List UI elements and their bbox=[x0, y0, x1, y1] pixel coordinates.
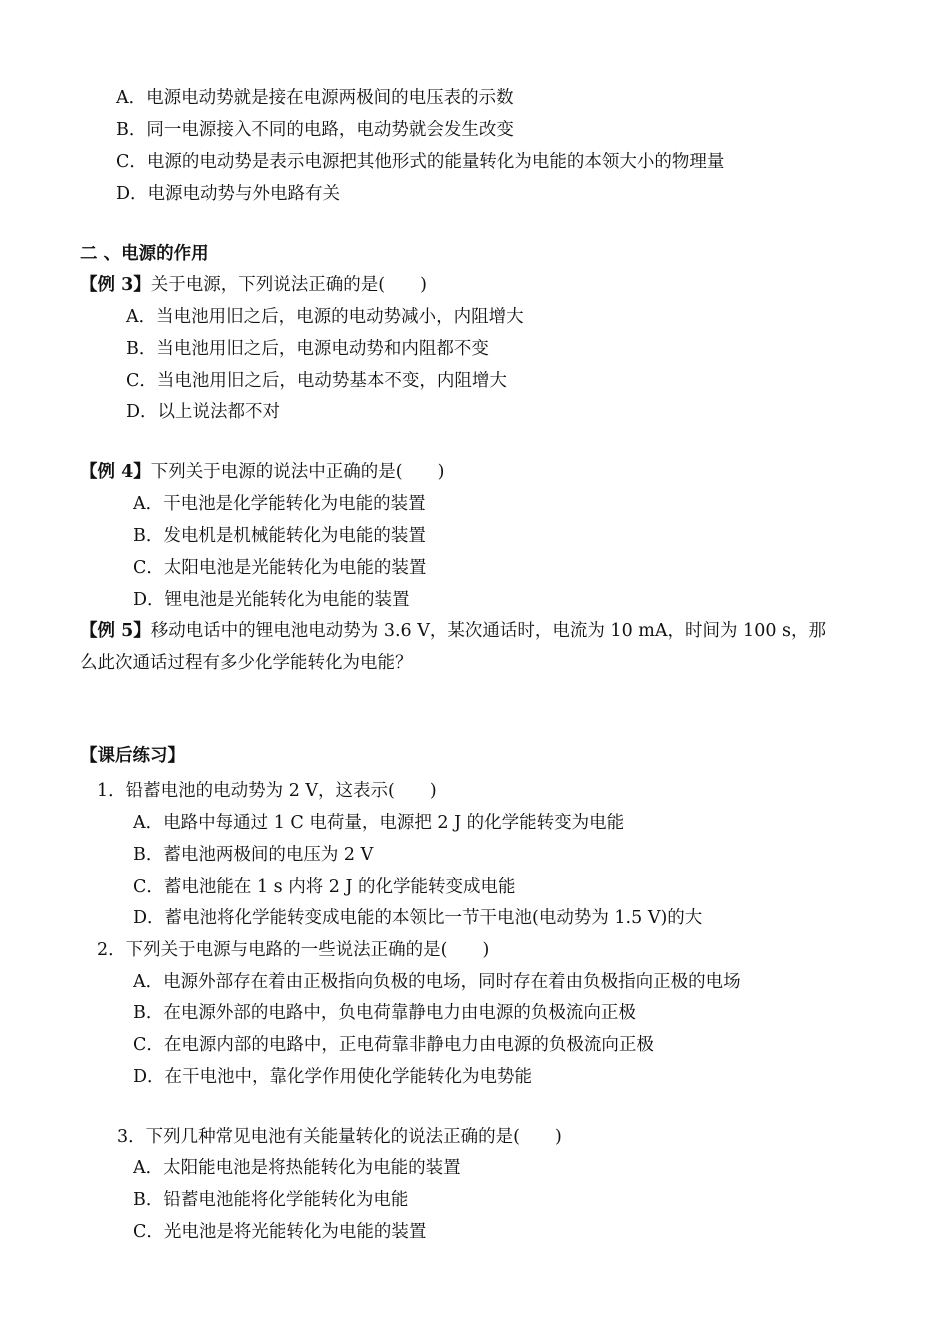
example-5-question bbox=[80, 620, 826, 642]
example-4-tag: 【例 4】 bbox=[80, 462, 151, 482]
question-1-option-b: B．蓄电池两极间的电压为 2 V bbox=[133, 845, 374, 865]
example-5-tag: 【例 5】 bbox=[80, 621, 151, 641]
option-b: B．同一电源接入不同的电路，电动势就会发生改变 bbox=[116, 120, 514, 140]
example-4-option-a: A．干电池是化学能转化为电能的装置 bbox=[133, 494, 426, 514]
example-4-option-d: D．锂电池是光能转化为电能的装置 bbox=[133, 590, 410, 610]
example-4-option-c: C．太阳电池是光能转化为电能的装置 bbox=[133, 558, 427, 578]
example-3-tag: 【例 3】 bbox=[80, 275, 151, 295]
question-2-option-a: A．电源外部存在着由正极指向负极的电场，同时存在着由负极指向正极的电场 bbox=[133, 972, 741, 992]
option-c: C．电源的电动势是表示电源把其他形式的能量转化为电能的本领大小的物理量 bbox=[116, 152, 725, 172]
question-3-option-c: C．光电池是将光能转化为电能的装置 bbox=[133, 1222, 427, 1242]
question-2-option-c: C．在电源内部的电路中，正电荷靠非静电力由电源的负极流向正极 bbox=[133, 1035, 654, 1055]
option-a: A．电源电动势就是接在电源两极间的电压表的示数 bbox=[116, 88, 514, 108]
example-4-question bbox=[80, 461, 444, 483]
example-3-question bbox=[80, 274, 427, 296]
question-2-option-d: D．在干电池中，靠化学作用使化学能转化为电势能 bbox=[133, 1067, 533, 1087]
section-heading: 二 、电源的作用 bbox=[80, 244, 209, 264]
example-3-option-c: C．当电池用旧之后，电动势基本不变，内阻增大 bbox=[126, 371, 507, 391]
question-2-option-b: B．在电源外部的电路中，负电荷靠静电力由电源的负极流向正极 bbox=[133, 1003, 636, 1023]
question-1-option-c: C．蓄电池能在 1 s 内将 2 J 的化学能转变成电能 bbox=[133, 877, 516, 897]
practice-heading: 【课后练习】 bbox=[80, 746, 185, 766]
question-3-stem: 3．下列几种常见电池有关能量转化的说法正确的是( ) bbox=[117, 1127, 562, 1147]
question-3-option-b: B．铅蓄电池能将化学能转化为电能 bbox=[133, 1190, 409, 1210]
question-1-option-a: A．电路中每通过 1 C 电荷量，电源把 2 J 的化学能转变为电能 bbox=[133, 813, 625, 833]
example-4-stem: 下列关于电源的说法中正确的是( ) bbox=[150, 462, 445, 482]
example-3-option-d: D．以上说法都不对 bbox=[126, 402, 281, 422]
question-1-option-d: D．蓄电池将化学能转变成电能的本领比一节干电池(电动势为 1.5 V)的大 bbox=[133, 908, 703, 928]
example-3-option-a: A．当电池用旧之后，电源的电动势减小，内阻增大 bbox=[126, 307, 524, 327]
example-3-stem: 关于电源，下列说法正确的是( ) bbox=[150, 275, 427, 295]
example-3-option-b: B．当电池用旧之后，电源电动势和内阻都不变 bbox=[126, 339, 489, 359]
example-5-line1: 移动电话中的锂电池电动势为 3.6 V，某次通话时，电流为 10 mA，时间为 100 s，那 bbox=[150, 621, 827, 641]
example-5-line2: 么此次通话过程有多少化学能转化为电能？ bbox=[80, 653, 413, 673]
question-3-option-a: A．太阳能电池是将热能转化为电能的装置 bbox=[133, 1158, 461, 1178]
question-2-stem: 2．下列关于电源与电路的一些说法正确的是( ) bbox=[97, 940, 490, 960]
example-4-option-b: B．发电机是机械能转化为电能的装置 bbox=[133, 526, 426, 546]
question-1-stem: 1．铅蓄电池的电动势为 2 V，这表示( ) bbox=[97, 781, 437, 801]
option-d: D．电源电动势与外电路有关 bbox=[116, 184, 341, 204]
